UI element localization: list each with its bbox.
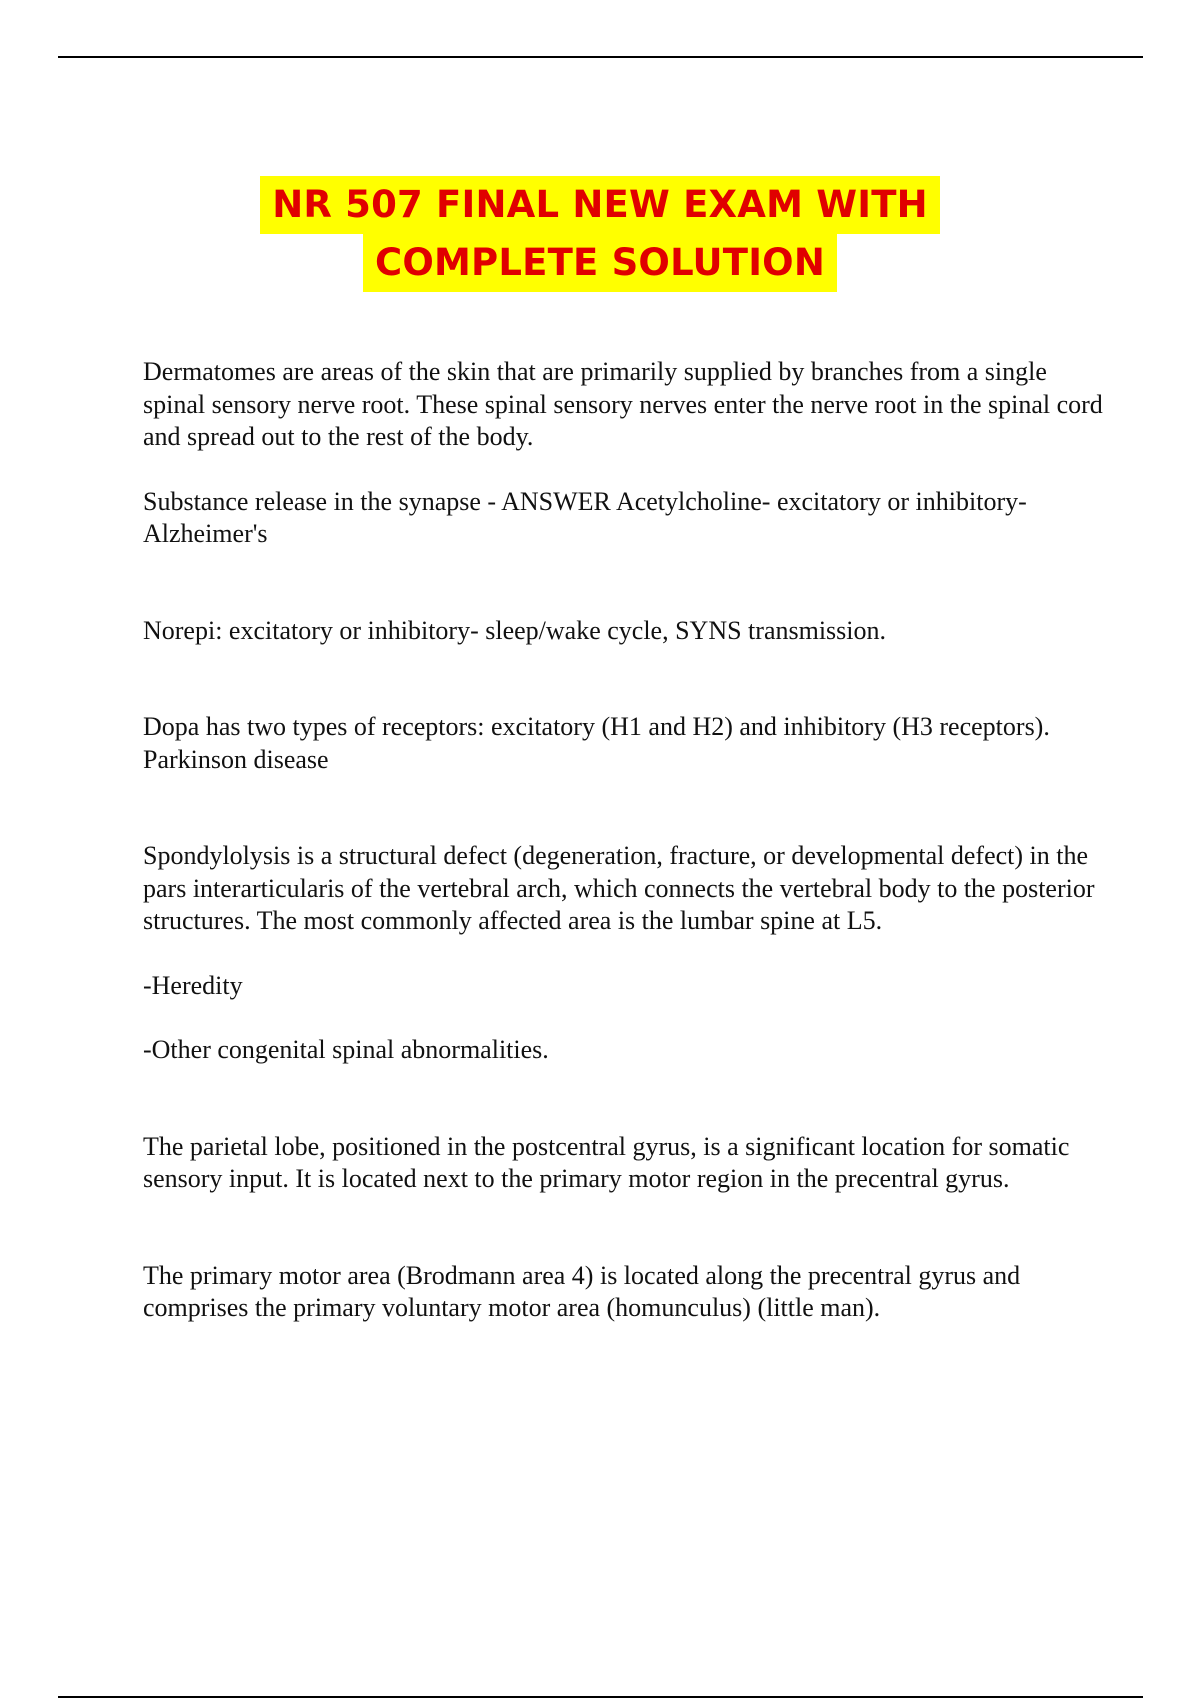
document-title bbox=[0, 176, 1200, 292]
list-item-congenital: -Other congenital spinal abnormalities. bbox=[143, 1035, 549, 1064]
paragraph-parietal-lobe: The parietal lobe, positioned in the postcentral gyrus, is a significant location for somatic sensory input. It is located next to the primary motor region in the precentral gyrus. bbox=[143, 1131, 1070, 1193]
bottom-rule bbox=[58, 1696, 1143, 1698]
paragraph-synapse-substance: Substance release in the synapse - ANSWER Acetylcholine- excitatory or inhibitory- Alzheimer's bbox=[143, 486, 1027, 548]
paragraph-norepinephrine: Norepi: excitatory or inhibitory- sleep/wake cycle, SYNS transmission. bbox=[143, 615, 887, 645]
paragraph-primary-motor-area: The primary motor area (Brodmann area 4) is located along the precentral gyrus and comprises the primary voluntary motor area (homunculus) (little man). bbox=[143, 1260, 1021, 1322]
top-rule bbox=[58, 56, 1143, 58]
document-body bbox=[143, 356, 1103, 1325]
paragraph-dermatomes: Dermatomes are areas of the skin that are primarily supplied by branches from a single spinal sensory nerve root. These spinal sensory nerves enter the nerve root in the spinal cord and spread out to the rest of the body. bbox=[143, 357, 1103, 451]
list-item-heredity: -Heredity bbox=[143, 970, 243, 1000]
paragraph-dopamine: Dopa has two types of receptors: excitatory (H1 and H2) and inhibitory (H3 receptors). Parkinson disease bbox=[143, 712, 1050, 774]
paragraph-spondylolysis: Spondylolysis is a structural defect (degeneration, fracture, or developmental defect) in the pars interarticularis of the vertebral arch, which connects the vertebral body to the posterior structures. The most commonly affected area is the lumbar spine at L5. bbox=[143, 841, 1095, 935]
title-line-1: NR 507 FINAL NEW EXAM WITH bbox=[260, 176, 940, 234]
title-line-2: COMPLETE SOLUTION bbox=[363, 234, 837, 292]
